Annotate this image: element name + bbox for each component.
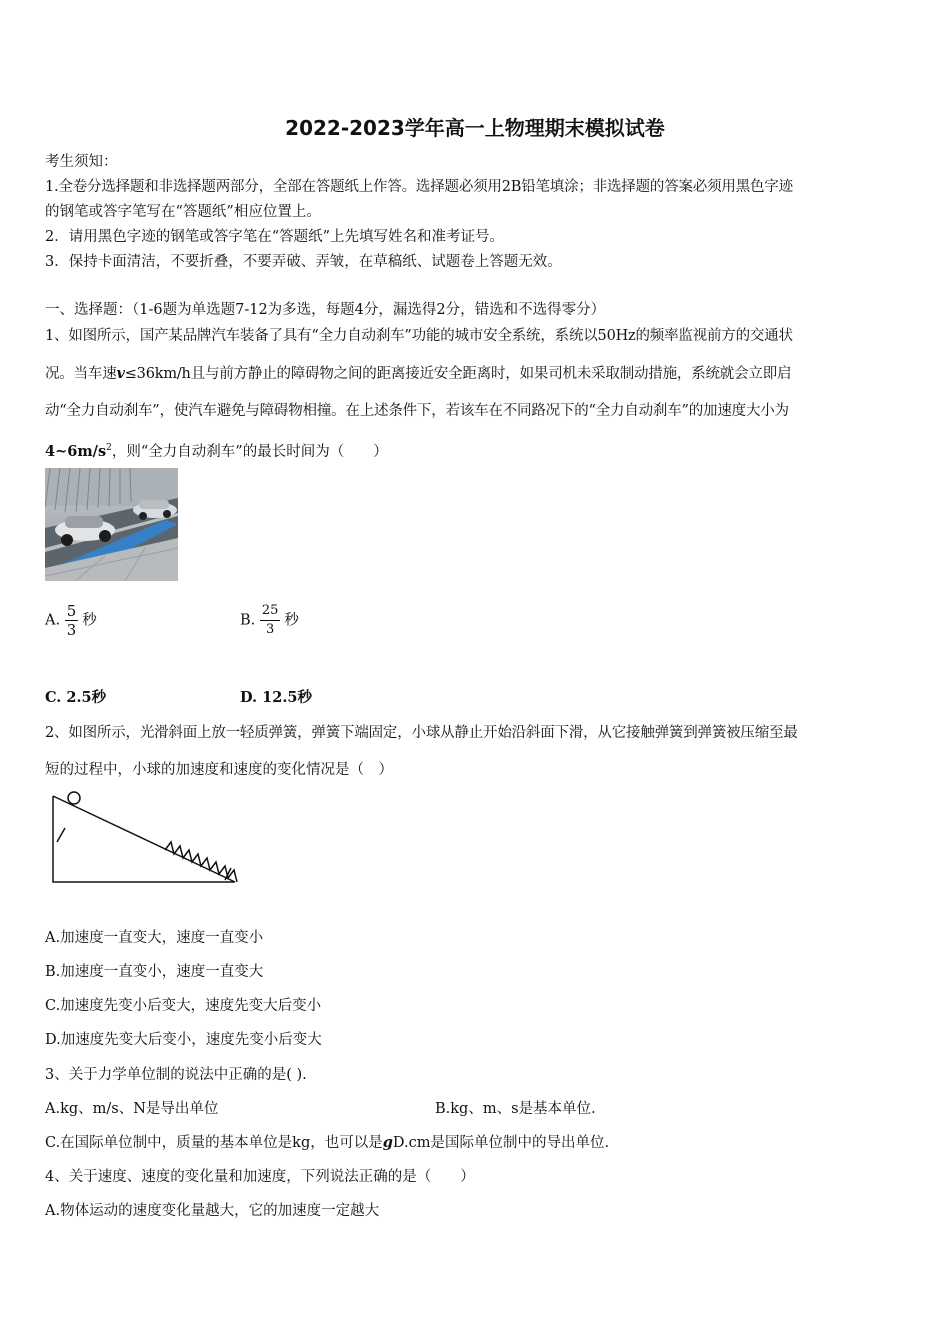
q1-line-1: 1、如图所示，国产某品牌汽车装备了具有“全力自动刹车”功能的城市安全系统，系统以50Hz的频率监视前方的交通状	[45, 328, 793, 344]
q2-option-d[interactable]: D.加速度先变大后变小，速度先变小后变大	[45, 1032, 322, 1048]
q2-option-a[interactable]: A.加速度一直变大，速度一直变小	[45, 930, 264, 946]
q1-line-3: 动“全力自动刹车”，使汽车避免与障碍物相撞。在上述条件下，若该车在不同路况下的“全力自动刹车”的加速度大小为	[45, 403, 789, 419]
q1-line-2-end: ≤36km/h且与前方静止的障碍物之间的距离接近安全距离时，如果司机未采取制动措施，系统就会立即启	[124, 366, 792, 382]
notice-item-1b: 的钢笔或答字笔写在“答题纸”相应位置上。	[45, 204, 321, 220]
page-title: 2022-2023学年高一上物理期末模拟试卷	[285, 116, 665, 140]
q1-option-c[interactable]: C. 2.5秒	[45, 689, 107, 706]
q1-line-2-start: 况。当车速	[45, 366, 117, 382]
q1-line-2	[45, 364, 791, 384]
incline-spring-diagram	[45, 788, 240, 888]
q3-option-c-d[interactable]	[45, 1133, 609, 1153]
notice-heading: 考生须知：	[45, 154, 118, 170]
section-heading: 一、选择题：（1-6题为单选题7-12为多选，每题4分，漏选得2分，错选和不选得零分）	[45, 302, 606, 318]
q1-option-b-denominator: 3	[266, 622, 275, 637]
q3-option-c-gram: g	[382, 1134, 393, 1151]
q1-line-4-end: ，则“全力自动刹车”的最长时间为（ ）	[111, 443, 388, 460]
notice-item-3: 3．保持卡面清洁，不要折叠，不要弄破、弄皱，在草稿纸、试题卷上答题无效。	[45, 254, 562, 270]
q1-option-a-numerator: 5	[66, 602, 77, 620]
q1-line-4	[45, 438, 388, 462]
q1-accel-range: 4~6m/s	[45, 442, 107, 460]
q1-option-b-fraction	[260, 602, 281, 639]
q3-option-a[interactable]: A.kg、m/s、N是导出单位	[45, 1101, 219, 1117]
notice-item-2: 2．请用黑色字迹的钢笔或答字笔在“答题纸”上先填写姓名和准考证号。	[45, 229, 505, 245]
q1-option-a-unit: 秒	[82, 612, 97, 629]
car-braking-image	[45, 468, 178, 581]
q4-option-a[interactable]: A.物体运动的速度变化量越大，它的加速度一定越大	[45, 1203, 380, 1219]
q1-option-a-denominator: 3	[66, 621, 77, 639]
notice-item-1a: 1.全卷分选择题和非选择题两部分，全部在答题纸上作答。选择题必须用2B铅笔填涂；非选择题的答案必须用黑色字迹	[45, 179, 793, 195]
q1-velocity-symbol: v	[116, 365, 125, 382]
q1-option-a-label: A.	[45, 612, 61, 629]
ball	[68, 792, 80, 804]
incline-outline	[53, 796, 235, 882]
q2-option-b[interactable]: B.加速度一直变小，速度一直变大	[45, 964, 264, 980]
q1-option-a[interactable]	[45, 602, 97, 639]
q1-option-d[interactable]: D. 12.5秒	[240, 689, 312, 706]
q2-option-c[interactable]: C.加速度先变小后变大，速度先变大后变小	[45, 998, 322, 1014]
wall-tick	[57, 828, 65, 842]
q2-line-1: 2、如图所示，光滑斜面上放一轻质弹簧，弹簧下端固定，小球从静止开始沿斜面下滑，从它接触弹簧到弹簧被压缩至最	[45, 725, 798, 741]
q3-option-d: D.cm是国际单位制中的导出单位.	[392, 1135, 610, 1151]
q1-option-b-label: B.	[240, 612, 256, 629]
q4-stem: 4、关于速度、速度的变化量和加速度，下列说法正确的是（ ）	[45, 1169, 475, 1185]
q1-option-b-unit: 秒	[284, 612, 299, 629]
q1-option-b-numerator: 25	[260, 602, 281, 621]
q3-option-b[interactable]: B.kg、m、s是基本单位.	[435, 1101, 596, 1117]
car-braking-photo	[45, 468, 178, 581]
q3-stem: 3、关于力学单位制的说法中正确的是( ).	[45, 1067, 307, 1083]
q1-accel-exponent: 2	[106, 443, 112, 453]
q1-option-b[interactable]	[240, 602, 299, 639]
q1-option-a-fraction	[65, 602, 79, 639]
q2-line-2: 短的过程中，小球的加速度和速度的变化情况是（ ）	[45, 762, 393, 778]
q3-option-c: C.在国际单位制中，质量的基本单位是kg，也可以是	[45, 1135, 383, 1151]
